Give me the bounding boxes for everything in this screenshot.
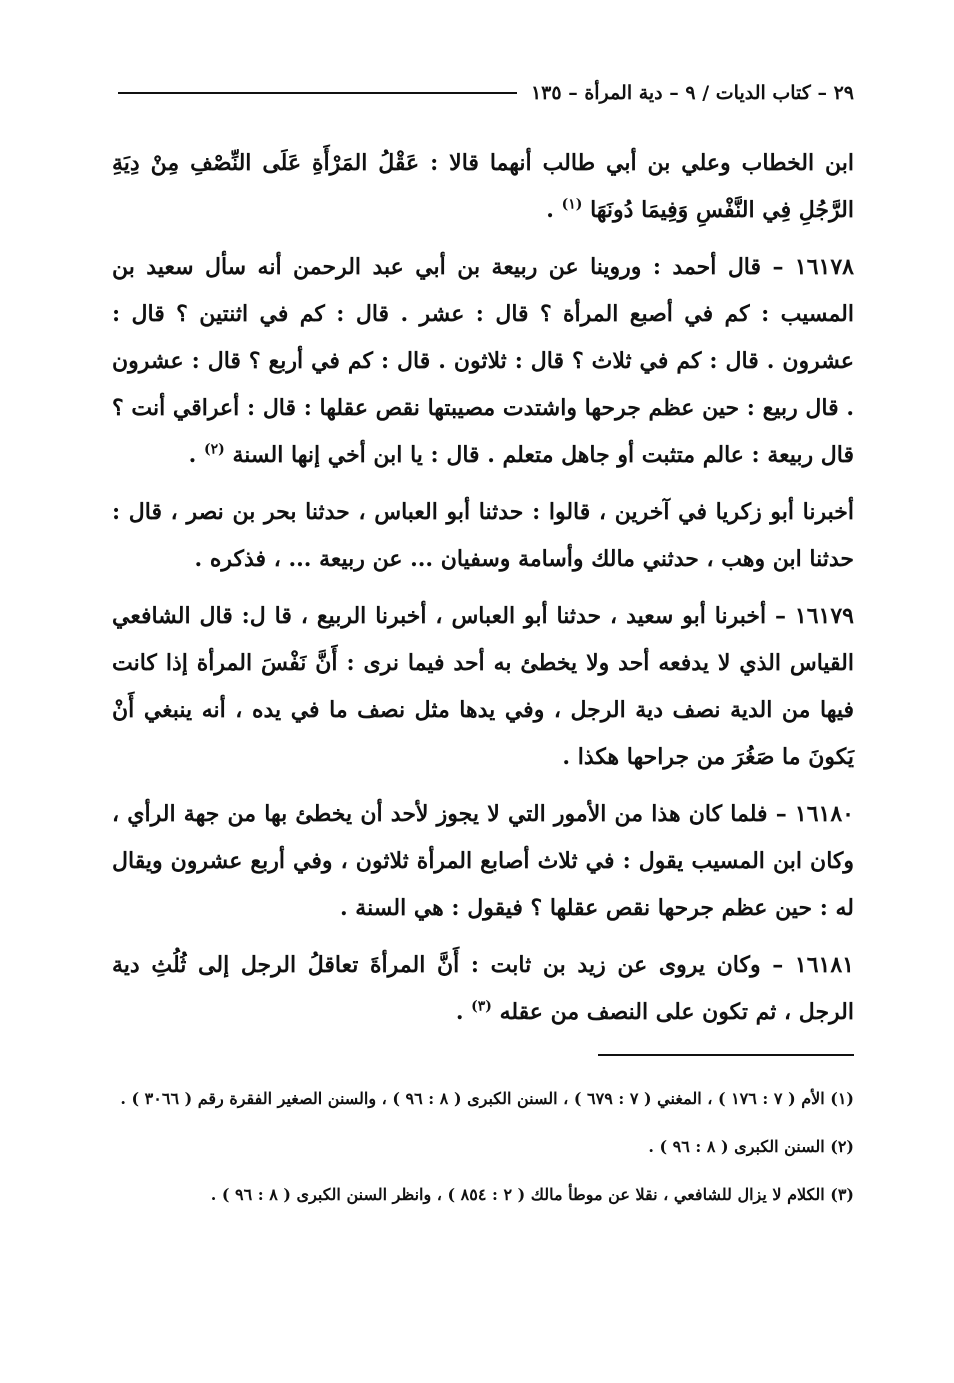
paragraph-16180 (112, 791, 854, 932)
paragraph-text: أخبرنا أبو زكريا في آخرين ، قالوا : حدثنا أبو العباس ، حدثنا بحر بن نصر ، قال : حدثنا ابن وهب ، حدثني مالك وأسامة وسفيان ... عن ربيعة ... ، فذكره . (112, 499, 854, 572)
paragraph-text: ١٦١٨١ – وكان يروى عن زيد بن ثابت : أَنَّ المرأةَ تعاقلُ الرجل إلى ثُلُثِ دية الرجل ، ثم تكون على النصف من عقله (112, 952, 854, 1025)
main-text (112, 140, 854, 1046)
paragraph-1 (112, 140, 854, 234)
footnote-ref-1: (١) (561, 196, 583, 213)
paragraph-16181 (112, 942, 854, 1036)
footnote-3: (٣) الكلام لا يزال للشافعي ، نقلا عن موطأ مالك ( ٢ : ٨٥٤ ) ، وانظر السنن الكبرى ( ٨ : ٩٦ ) . (210, 1185, 854, 1204)
paragraph-isnad (112, 489, 854, 583)
footnote-ref-2: (٢) (204, 441, 225, 458)
paragraph-text: ١٦١٨٠ – فلما كان هذا من الأمور التي لا يجوز لأحد أن يخطئ بها من جهة الرأي ، وكان ابن المسيب يقول : في ثلاث أصابع المرأة ثلاثون ، وفي أربع عشرون ويقال له : حين عظم جرحها نقص عقلها ؟ فيقول : هي السنة . (112, 801, 854, 921)
footnote-1: (١) الأم ( ٧ : ١٧٦ ) ، المغني ( ٧ : ٦٧٩ ) ، السنن الكبرى ( ٨ : ٩٦ ) ، والسنن الصغير الفقرة رقم ( ٣٠٦٦ ) . (120, 1089, 854, 1108)
running-header (118, 78, 854, 108)
header-title: ٢٩ – كتاب الديات / ٩ – دية المرأة – ١٣٥ (530, 82, 854, 104)
footnote-separator (598, 1054, 854, 1056)
footnotes (112, 1078, 854, 1222)
header-rule (118, 92, 517, 94)
paragraph-tail: . (188, 442, 204, 468)
paragraph-text: ١٦١٧٩ – أخبرنا أبو سعيد ، حدثنا أبو العباس ، أخبرنا الربيع ، قا ل: قال الشافعي القياس الذي لا يدفعه أحد ولا يخطئ به أحد فيما نرى : أَنَّ نَفْسَ المرأة إذا كانت فيها من الدية نصف دية الرجل ، وفي يدها مثل نصف ما في يده ، أنه ينبغي أَنْ يَكونَ ما صَغُرَ من جراحها هكذا . (112, 603, 854, 770)
paragraph-16179 (112, 593, 854, 781)
paragraph-tail: . (455, 999, 472, 1025)
footnote-2: (٢) السنن الكبرى ( ٨ : ٩٦ ) . (648, 1137, 854, 1156)
paragraph-tail: . (546, 197, 562, 223)
paragraph-text: ابن الخطاب وعلي بن أبي طالب أنهما قالا : عَقْلُ المَرْأَةِ عَلَى النِّصْفِ مِنْ دِيَةِ الرَّجُلِ فِي النَّفْسِ وَفِيمَا دُونَهَا (112, 150, 854, 223)
paragraph-16178 (112, 244, 854, 479)
footnote-ref-3: (٣) (471, 998, 492, 1015)
paragraph-text: ١٦١٧٨ – قال أحمد : وروينا عن ربيعة بن أبي عبد الرحمن أنه سأل سعيد بن المسيب : كم في أصبع المرأة ؟ قال : عشر . قال : كم في اثنتين ؟ قال : عشرون . قال : كم في ثلاث ؟ قال : ثلاثون . قال : كم في أربع ؟ قال : عشرون . قال ربيع : حين عظم جرحها واشتدت مصيبتها نقص عقلها : قال : أعراقي أنت ؟ قال ربيعة : عالم متثبت أو جاهل متعلم . قال : يا ابن أخي إنها السنة (112, 254, 854, 468)
